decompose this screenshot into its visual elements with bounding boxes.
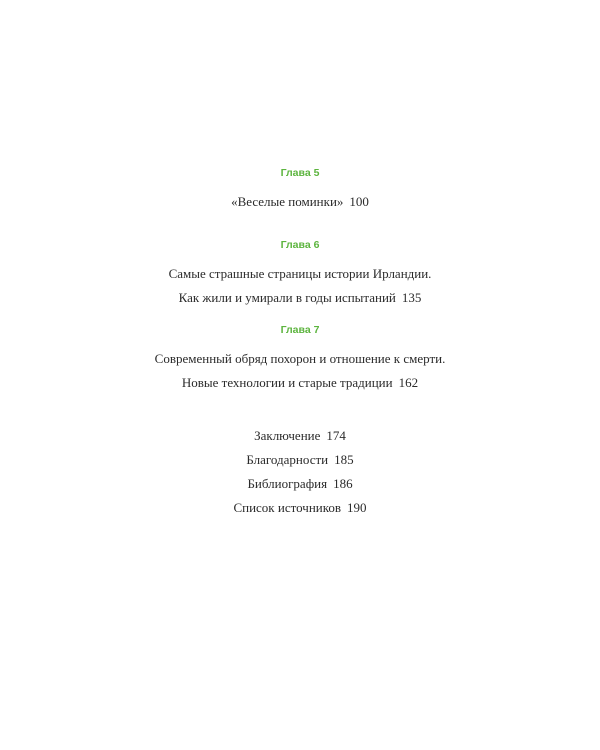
toc-entry bbox=[0, 371, 600, 395]
entry-title: Самые страшные страницы истории Ирландии. bbox=[168, 266, 432, 281]
page-number: 185 bbox=[334, 452, 354, 467]
entry-title: Современный обряд похорон и отношение к смерти. bbox=[154, 351, 446, 366]
page-number: 135 bbox=[401, 290, 422, 305]
entry-title: Заключение bbox=[254, 428, 321, 443]
chapter-heading: Глава 7 bbox=[280, 324, 320, 336]
toc-entry-acknowledgements bbox=[0, 448, 600, 472]
entry-title: Новые технологии и старые традиции bbox=[181, 375, 393, 390]
chapter-5 bbox=[0, 166, 600, 214]
entry-title: Библиография bbox=[247, 476, 328, 491]
toc-entry bbox=[0, 286, 600, 310]
entry-title: Список источников bbox=[233, 500, 342, 515]
page-number: 100 bbox=[349, 194, 369, 209]
chapter-6 bbox=[0, 238, 600, 310]
entry-title: «Веселые поминки» bbox=[231, 194, 344, 209]
toc-entry bbox=[0, 347, 600, 371]
entry-title: Благодарности bbox=[246, 452, 329, 467]
toc-entry-conclusion bbox=[0, 424, 600, 448]
page-number: 174 bbox=[326, 428, 346, 443]
back-matter bbox=[0, 424, 600, 520]
page-number: 162 bbox=[398, 375, 419, 390]
toc-entry-sources bbox=[0, 496, 600, 520]
page-number: 190 bbox=[347, 500, 367, 515]
toc-entry bbox=[0, 190, 600, 214]
toc-entry bbox=[0, 262, 600, 286]
page-number: 186 bbox=[333, 476, 353, 491]
chapter-7 bbox=[0, 323, 600, 395]
chapter-heading: Глава 5 bbox=[280, 167, 320, 179]
entry-title: Как жили и умирали в годы испытаний bbox=[178, 290, 396, 305]
toc-entry-bibliography bbox=[0, 472, 600, 496]
chapter-heading: Глава 6 bbox=[280, 239, 320, 251]
